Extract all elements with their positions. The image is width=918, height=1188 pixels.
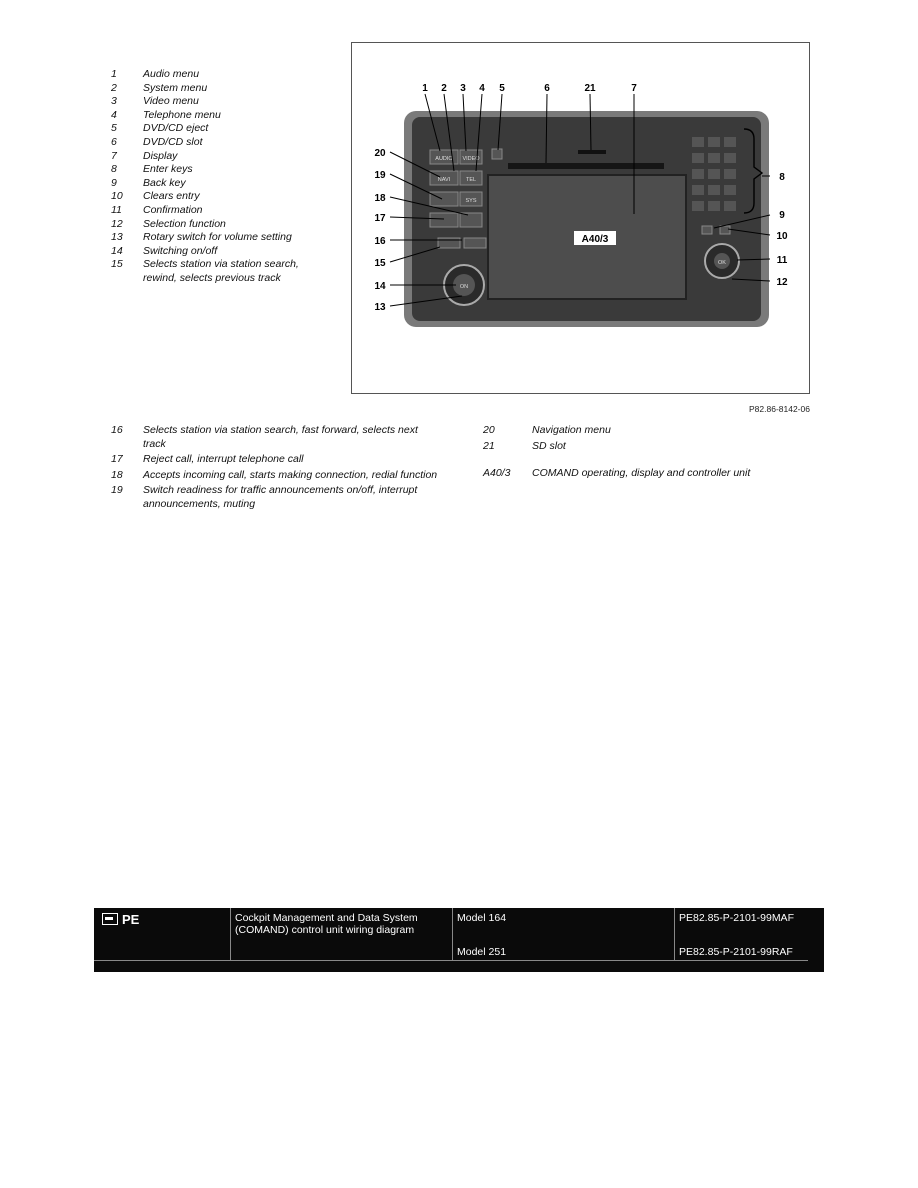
tel-button-label: TEL (465, 177, 477, 183)
legend-number: 7 (111, 149, 117, 162)
legend-text: Selects station via station search, rewind, selects previous track (143, 258, 299, 284)
legend-text: Back key (143, 176, 186, 189)
legend-number: 19 (111, 484, 123, 497)
legend-item (483, 424, 813, 438)
legend-number: 14 (111, 244, 123, 257)
legend-number: 21 (483, 439, 495, 452)
comand-unit-illustration (352, 43, 809, 393)
legend-number: 18 (111, 468, 123, 481)
legend-item (111, 136, 321, 150)
footer-model-2: Model 251 (457, 946, 507, 958)
legend-text: Clears entry (143, 190, 200, 203)
legend-number: 9 (111, 176, 117, 189)
callout-19: 19 (374, 170, 386, 181)
callout-20: 20 (374, 148, 386, 159)
callout-21: 21 (584, 83, 596, 94)
reject-call-button (430, 213, 458, 227)
callout-8: 8 (779, 172, 785, 183)
footer-doc-2: PE82.85-P-2101-99RAF (679, 946, 793, 958)
fast-forward-button (464, 238, 486, 248)
navi-button-label: NAVI (437, 177, 451, 183)
accept-call-button (460, 213, 482, 227)
callout-14: 14 (374, 281, 386, 292)
footer-divider (94, 960, 808, 961)
legend-item (111, 469, 441, 483)
callout-13: 13 (374, 302, 386, 313)
callout-10: 10 (776, 231, 788, 242)
ok-button-label: OK (718, 260, 726, 266)
callout-18: 18 (374, 193, 386, 204)
traffic-button (430, 192, 458, 206)
legend-number: 1 (111, 68, 117, 80)
legend-text: Accepts incoming call, starts making connection, redial function (143, 468, 438, 481)
callout-3: 3 (460, 83, 466, 94)
video-button-label: VIDEO (462, 156, 480, 162)
legend-item (111, 109, 321, 123)
footer-model-1: Model 164 (457, 912, 507, 924)
legend-item (111, 424, 441, 451)
clear-key (720, 226, 730, 234)
callout-1: 1 (422, 83, 428, 94)
footer-brand-cell (98, 908, 231, 960)
legend-number: 4 (111, 108, 117, 121)
legend-number: 5 (111, 122, 117, 135)
legend-text: COMAND operating, display and controller unit (532, 467, 751, 480)
legend-number: 6 (111, 135, 117, 148)
legend-number: 11 (111, 203, 122, 216)
callout-4: 4 (479, 83, 485, 94)
legend-item (483, 467, 813, 481)
eject-button (492, 149, 502, 159)
legend-text: DVD/CD eject (143, 122, 209, 135)
legend-text: Display (143, 149, 178, 162)
legend-text: Navigation menu (532, 424, 611, 436)
callout-15: 15 (374, 258, 386, 269)
legend-right (483, 424, 813, 483)
callout-7: 7 (631, 83, 637, 94)
legend-number: 2 (111, 81, 117, 94)
footer-table (94, 908, 824, 972)
legend-number: 8 (111, 163, 117, 176)
legend-text: SD slot (532, 439, 566, 452)
callout-5: 5 (499, 83, 505, 94)
callout-17: 17 (374, 213, 386, 224)
on-button-label: ON (459, 284, 469, 290)
legend-item (111, 163, 321, 177)
legend-item (111, 82, 321, 96)
legend-text: System menu (143, 81, 208, 94)
legend-item (111, 484, 441, 511)
dvd-cd-slot (508, 163, 664, 169)
pe-logo-icon (102, 913, 118, 925)
legend-number: 16 (111, 424, 123, 436)
legend-text: Switch readiness for traffic announcements on/off, interrupt announcements, muting (143, 484, 418, 510)
legend-item (111, 231, 321, 245)
footer-doc-cell (675, 908, 807, 960)
sys-button-label: SYS (465, 198, 477, 204)
legend-item (483, 440, 813, 454)
legend-text: Selection function (143, 217, 226, 230)
legend-text: Telephone menu (143, 108, 221, 121)
legend-number: 12 (111, 217, 123, 230)
legend-item (111, 95, 321, 109)
legend-number: 13 (111, 231, 123, 244)
legend-number (483, 455, 532, 465)
figure-frame (351, 42, 810, 394)
footer-brand: PE (122, 912, 140, 927)
legend-item (111, 177, 321, 191)
legend-item (111, 68, 321, 82)
legend-text: Audio menu (143, 68, 200, 80)
footer-title: Cockpit Management and Data System (COMAND) control unit wiring diagram (235, 912, 418, 936)
legend-item (111, 204, 321, 218)
legend-item (111, 258, 321, 285)
callout-9: 9 (779, 210, 785, 221)
legend-text (532, 455, 813, 465)
legend-item (111, 218, 321, 232)
legend-number: A40/3 (483, 467, 511, 480)
legend-text: Rotary switch for volume setting (143, 231, 292, 244)
callout-11: 11 (776, 255, 788, 266)
legend-number: 17 (111, 453, 123, 466)
legend-number: 10 (111, 190, 123, 203)
legend-number: 15 (111, 258, 123, 271)
legend-top (111, 68, 321, 286)
legend-text: Switching on/off (143, 244, 218, 257)
sd-slot (578, 150, 606, 154)
callout-6: 6 (544, 83, 550, 94)
display-label: A40/3 (581, 234, 609, 245)
legend-text: Selects station via station search, fast forward, selects next track (143, 424, 418, 450)
legend-text: Reject call, interrupt telephone call (143, 453, 304, 466)
legend-item (111, 190, 321, 204)
legend-item (111, 245, 321, 259)
legend-item (111, 150, 321, 164)
legend-left (111, 424, 441, 514)
legend-item (483, 455, 813, 465)
legend-text: Video menu (143, 95, 199, 108)
footer-doc-1: PE82.85-P-2101-99MAF (679, 912, 794, 924)
legend-text: DVD/CD slot (143, 135, 203, 148)
legend-item (111, 453, 441, 467)
legend-number: 3 (111, 95, 117, 108)
callout-2: 2 (441, 83, 447, 94)
back-key (702, 226, 712, 234)
legend-item (111, 122, 321, 136)
legend-text: Confirmation (143, 203, 203, 216)
legend-text: Enter keys (143, 163, 193, 176)
footer-model-cell (453, 908, 675, 960)
footer-title-cell (231, 908, 453, 960)
callout-16: 16 (374, 236, 386, 247)
audio-button-label: AUDIO (435, 156, 453, 162)
legend-number: 20 (483, 424, 495, 436)
figure-code: P82.86-8142-06 (749, 404, 810, 414)
callout-12: 12 (776, 277, 788, 288)
